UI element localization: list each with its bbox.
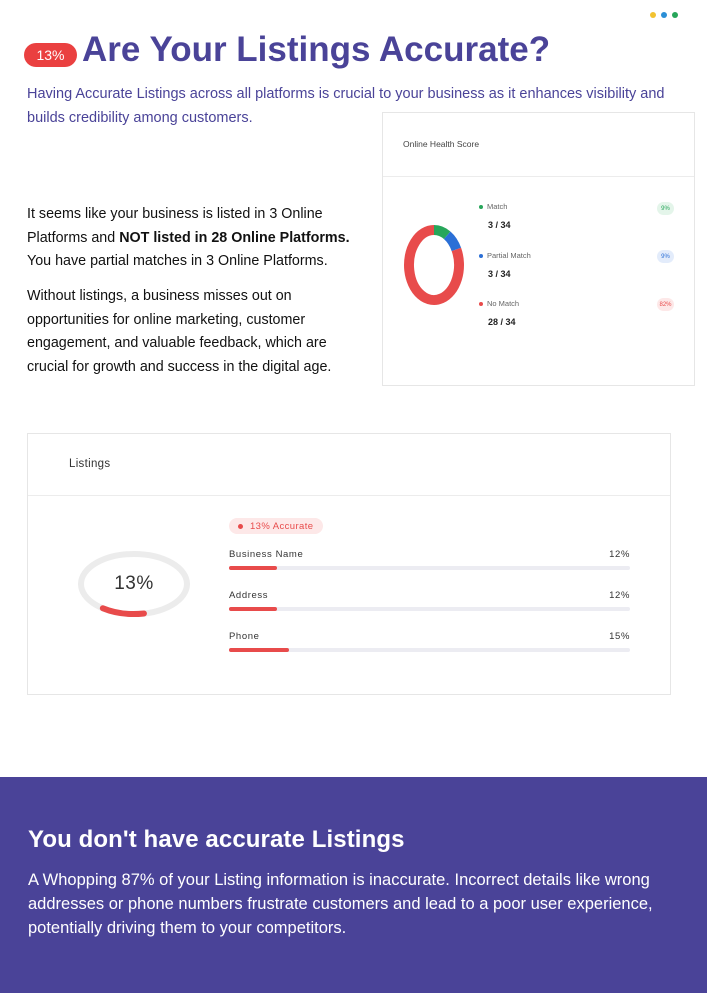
donut-segment-partial-match bbox=[447, 235, 456, 249]
donut-segment-match bbox=[434, 230, 447, 235]
page-subtitle: Having Accurate Listings across all platforms is crucial to your business as it enhances visibility and builds credibility among customers. bbox=[27, 86, 665, 126]
page-title: Are Your Listings Accurate? bbox=[82, 30, 551, 69]
intro-text-b: You have partial matches in 3 Online Platforms. bbox=[27, 253, 328, 269]
intro-text-bold: NOT listed in 28 Online Platforms. bbox=[119, 229, 350, 246]
bar-fill bbox=[229, 566, 277, 570]
partial-match-pct-pill: 9% bbox=[657, 250, 674, 263]
legend-partial-match bbox=[479, 251, 531, 279]
match-label: Match bbox=[487, 202, 508, 211]
no-match-count: 28 / 34 bbox=[488, 317, 516, 327]
bar-track bbox=[229, 566, 630, 570]
no-match-dot bbox=[479, 302, 483, 306]
legend-no-match bbox=[479, 299, 519, 327]
bar-fill bbox=[229, 607, 277, 611]
no-match-label: No Match bbox=[487, 299, 520, 308]
accuracy-pill-dot bbox=[238, 524, 243, 529]
bar-pct: 12% bbox=[609, 590, 630, 601]
bar-label: Address bbox=[229, 590, 269, 601]
online-health-card bbox=[382, 112, 695, 386]
bar-phone bbox=[229, 631, 630, 652]
partial-match-count: 3 / 34 bbox=[488, 269, 511, 279]
listings-card bbox=[27, 433, 671, 695]
footer-text: A Whopping 87% of your Listing information is inaccurate. Incorrect details like wrong addresses or phone numbers frustrate customers and lead to a poor user experience, potentially driving them to your competitors. bbox=[28, 871, 653, 937]
consequence-paragraph: Without listings, a business misses out on opportunities for online marketing, customer engagement, and valuable feedback, which are crucial for growth and success in the digital age. bbox=[27, 288, 332, 375]
footer-title: You don't have accurate Listings bbox=[28, 826, 405, 853]
accuracy-pill-label: 13% Accurate bbox=[250, 520, 314, 532]
bar-pct: 12% bbox=[609, 549, 630, 560]
accuracy-badge: 13% bbox=[24, 43, 77, 67]
footer-banner bbox=[0, 777, 707, 993]
intro-text-a: It seems like your business is listed in 3 Online Platforms and bbox=[27, 206, 323, 246]
dot-blue bbox=[661, 12, 667, 18]
no-match-pct-pill: 82% bbox=[657, 298, 674, 311]
health-card-title: Online Health Score bbox=[403, 139, 480, 149]
bar-address bbox=[229, 590, 630, 611]
partial-match-dot bbox=[479, 254, 483, 258]
dot-green bbox=[672, 12, 678, 18]
dot-yellow bbox=[650, 12, 656, 18]
listings-card-divider bbox=[28, 495, 670, 496]
health-card-divider bbox=[383, 176, 694, 177]
bar-track bbox=[229, 607, 630, 611]
bar-label: Phone bbox=[229, 631, 260, 642]
bar-business-name bbox=[229, 549, 630, 570]
decorative-dots bbox=[650, 12, 678, 18]
intro-paragraph bbox=[27, 203, 377, 274]
listings-score: 13% bbox=[114, 573, 154, 594]
match-dot bbox=[479, 205, 483, 209]
match-pct-pill: 9% bbox=[657, 202, 674, 215]
match-count: 3 / 34 bbox=[488, 220, 511, 230]
bar-track bbox=[229, 648, 630, 652]
health-donut-chart bbox=[401, 221, 467, 309]
legend-match bbox=[479, 202, 511, 230]
accuracy-pill bbox=[229, 518, 323, 534]
bar-label: Business Name bbox=[229, 549, 304, 560]
listings-card-title: Listings bbox=[69, 458, 111, 470]
partial-match-label: Partial Match bbox=[487, 251, 531, 260]
bar-fill bbox=[229, 648, 289, 652]
bar-pct: 15% bbox=[609, 631, 630, 642]
